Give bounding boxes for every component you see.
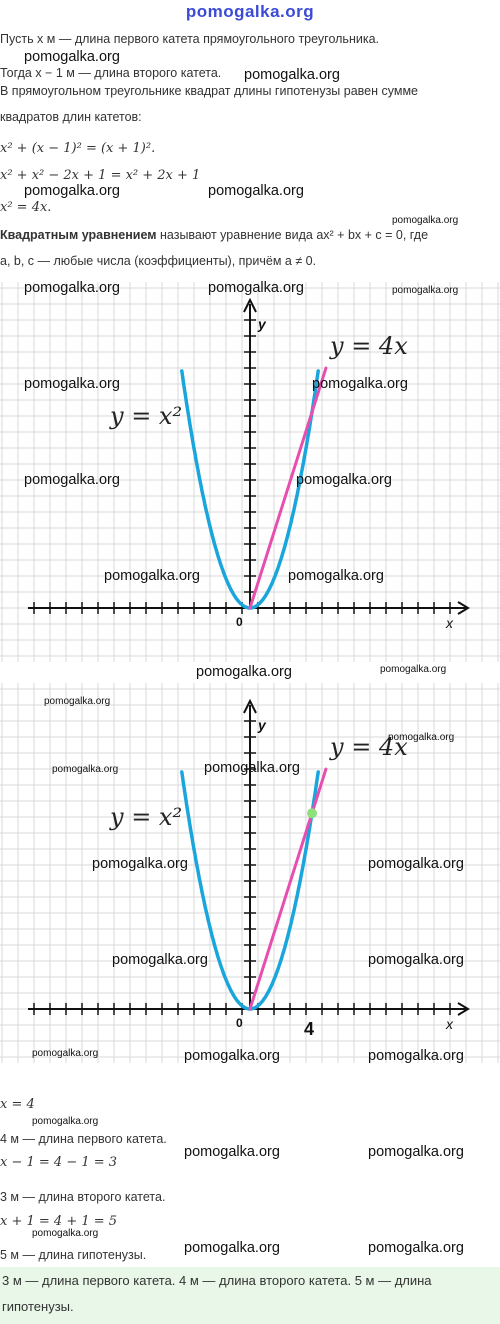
- answer-line-1: 3 м — длина первого катета. 4 м — длина второго катета. 5 м — длина: [2, 1273, 432, 1288]
- watermark: pomogalka.org: [24, 183, 120, 199]
- watermark: pomogalka.org: [208, 183, 304, 199]
- watermark: pomogalka.org: [104, 568, 200, 584]
- text-line-2: Тогда x − 1 м — длина второго катета.: [0, 66, 222, 80]
- solution-2: 4 м — длина первого катета.: [0, 1132, 167, 1146]
- watermark: pomogalka.org: [368, 1048, 464, 1064]
- watermark: pomogalka.org: [204, 760, 300, 776]
- watermark: pomogalka.org: [196, 664, 292, 680]
- watermark: pomogalka.org: [44, 696, 111, 707]
- equation-2: x² + x² − 2x + 1 = x² + 2x + 1: [0, 168, 201, 183]
- x-mark-label: 4: [304, 1019, 315, 1039]
- watermark: pomogalka.org: [32, 1048, 99, 1059]
- watermark: pomogalka.org: [52, 764, 119, 775]
- watermark: pomogalka.org: [184, 1144, 280, 1160]
- origin-label: 0: [236, 615, 243, 629]
- watermark: pomogalka.org: [380, 664, 447, 675]
- answer-box: [0, 1267, 500, 1324]
- watermark: pomogalka.org: [368, 856, 464, 872]
- intersection-point: [307, 808, 317, 818]
- definition-rest: называют уравнение вида ax² + bx + c = 0, где: [156, 228, 429, 242]
- solution-1: x = 4: [0, 1097, 35, 1112]
- watermark: pomogalka.org: [92, 856, 188, 872]
- watermark: pomogalka.org: [24, 376, 120, 392]
- watermark: pomogalka.org: [368, 952, 464, 968]
- y-axis-label: y: [258, 316, 266, 332]
- line-label: y = 4x: [330, 733, 408, 761]
- watermark: pomogalka.org: [388, 732, 455, 743]
- definition-line-2: a, b, c — любые числа (коэффициенты), причём a ≠ 0.: [0, 254, 317, 268]
- watermark: pomogalka.org: [32, 1228, 99, 1239]
- watermark: pomogalka.org: [296, 472, 392, 488]
- watermark: pomogalka.org: [312, 376, 408, 392]
- line-4x: [250, 769, 326, 1009]
- definition-term: Квадратным уравнением: [0, 228, 157, 242]
- parabola-label: y = x²: [110, 803, 183, 831]
- watermark: pomogalka.org: [184, 1240, 280, 1256]
- parabola-label: y = x²: [110, 402, 183, 430]
- solution-6: 5 м — длина гипотенузы.: [0, 1248, 147, 1262]
- answer-line-2: гипотенузы.: [2, 1299, 74, 1314]
- watermark: pomogalka.org: [368, 1144, 464, 1160]
- definition-line-1: [0, 228, 428, 242]
- watermark: pomogalka.org: [244, 67, 340, 83]
- watermark: pomogalka.org: [112, 952, 208, 968]
- equation-1: x² + (x − 1)² = (x + 1)².: [0, 141, 156, 156]
- watermark: pomogalka.org: [368, 1240, 464, 1256]
- watermark: pomogalka.org: [24, 472, 120, 488]
- x-axis-label: x: [446, 1016, 453, 1032]
- y-axis-label: y: [258, 717, 266, 733]
- text-line-4: квадратов длин катетов:: [0, 110, 142, 124]
- solution-3: x − 1 = 4 − 1 = 3: [0, 1155, 118, 1170]
- solution-5: x + 1 = 4 + 1 = 5: [0, 1214, 118, 1229]
- watermark: pomogalka.org: [392, 285, 459, 296]
- watermark: pomogalka.org: [208, 280, 304, 296]
- site-title[interactable]: pomogalka.org: [185, 2, 315, 21]
- watermark: pomogalka.org: [32, 1116, 99, 1127]
- x-axis-label: x: [446, 615, 453, 631]
- watermark: pomogalka.org: [24, 49, 120, 65]
- line-label: y = 4x: [330, 332, 408, 360]
- watermark: pomogalka.org: [24, 280, 120, 296]
- origin-label: 0: [236, 1016, 243, 1030]
- watermark: pomogalka.org: [184, 1048, 280, 1064]
- watermark: pomogalka.org: [392, 215, 459, 226]
- text-line-3: В прямоугольном треугольнике квадрат длины гипотенузы равен сумме: [0, 84, 418, 98]
- solution-4: 3 м — длина второго катета.: [0, 1190, 166, 1204]
- watermark: pomogalka.org: [288, 568, 384, 584]
- equation-3: x² = 4x.: [0, 200, 52, 215]
- text-line-1: Пусть x м — длина первого катета прямоугольного треугольника.: [0, 32, 379, 46]
